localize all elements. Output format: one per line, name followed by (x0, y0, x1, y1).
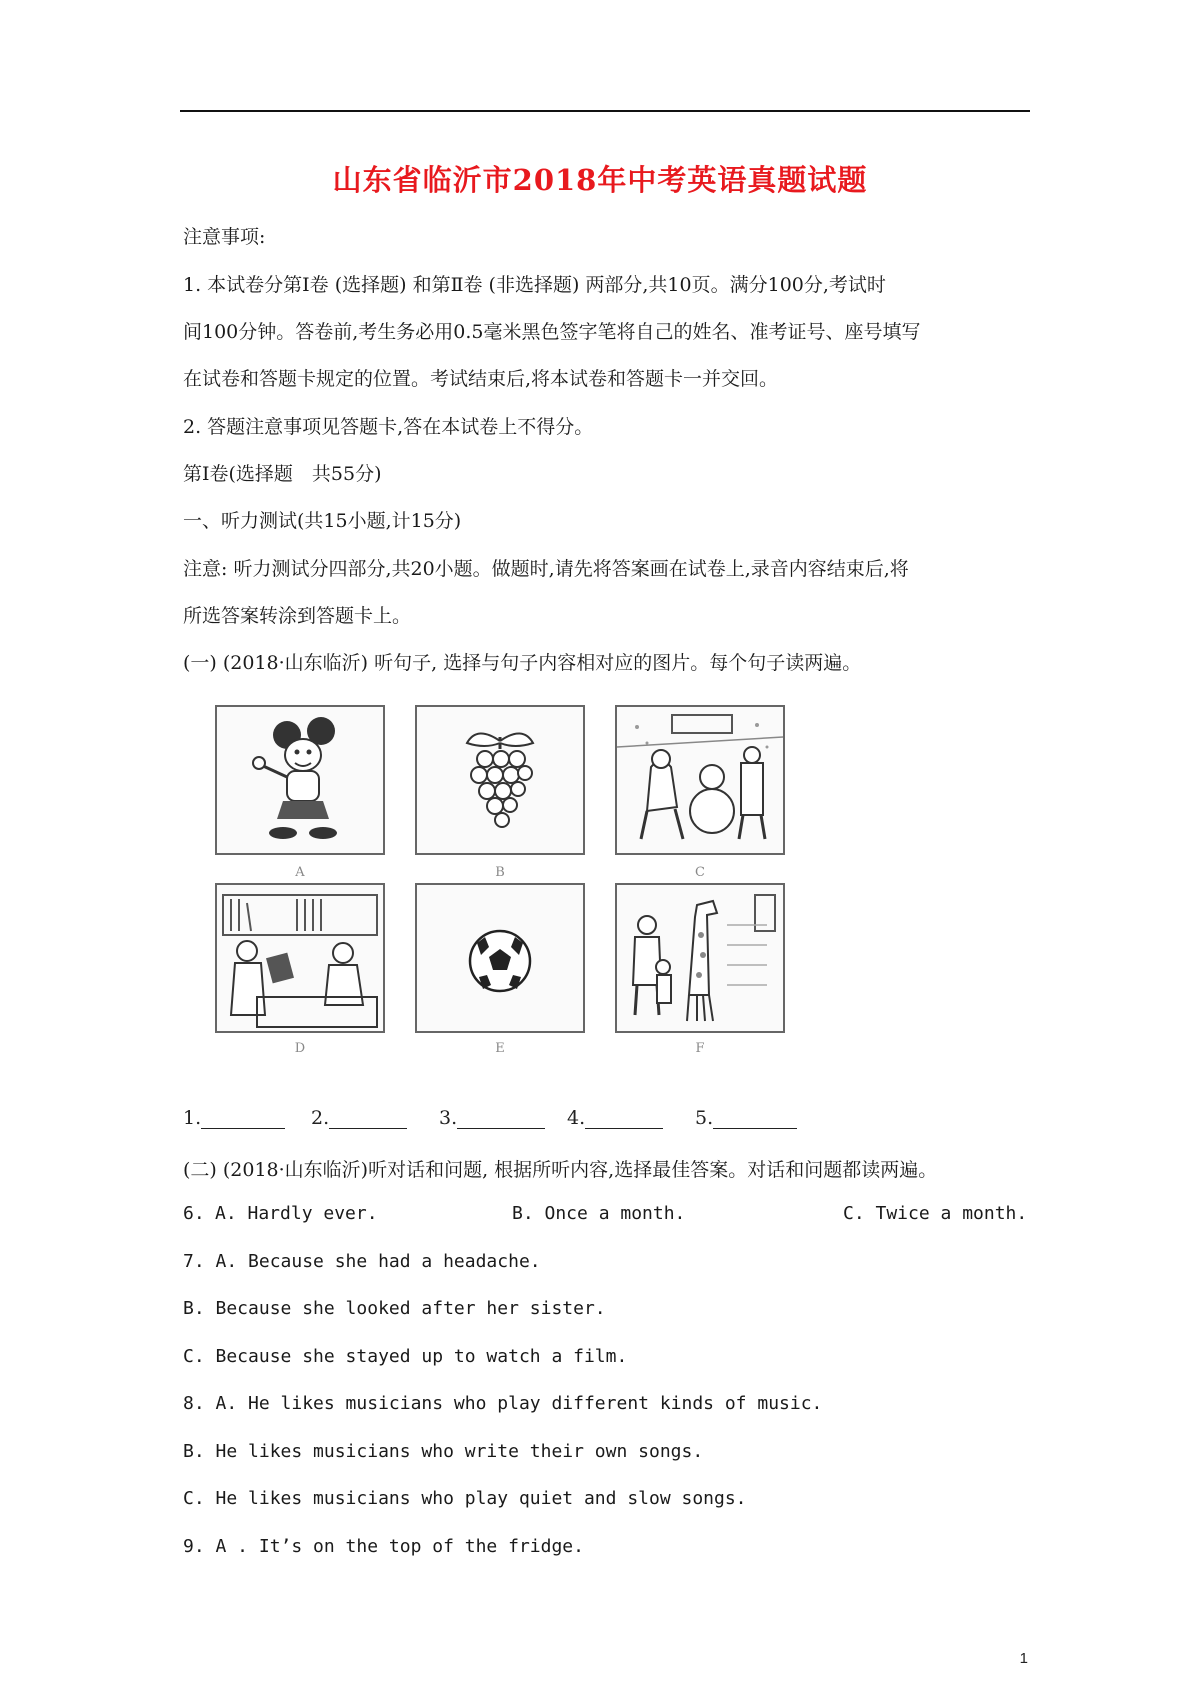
blank-4-number: 4. (567, 1107, 586, 1129)
part-one-instruction: (一) (2018·山东临沂) 听句子, 选择与句子内容相对应的图片。每个句子读两遍。 (183, 652, 862, 674)
picture-d (215, 883, 385, 1033)
snowman-scene-icon (617, 707, 783, 853)
blank-4-line[interactable] (585, 1110, 663, 1129)
blank-5 (695, 1107, 797, 1129)
notes-heading: 注意事项: (183, 226, 266, 248)
blank-2 (311, 1107, 407, 1129)
part-two-instruction: (二) (2018·山东临沂)听对话和问题, 根据所听内容,选择最佳答案。对话和问题都读两遍。 (183, 1159, 938, 1181)
picture-c (615, 705, 785, 855)
picture-d-label: D (294, 1041, 306, 1056)
library-scene-icon (217, 885, 383, 1031)
page-title: 山东省临沂市2018年中考英语真题试题 (332, 163, 868, 197)
blank-3 (439, 1107, 545, 1129)
note-1-line-3: 在试卷和答题卡规定的位置。考试结束后,将本试卷和答题卡一并交回。 (183, 368, 779, 390)
cartoon-mouse-icon (217, 707, 383, 853)
blank-2-line[interactable] (329, 1110, 407, 1129)
blank-1-number: 1. (183, 1107, 202, 1129)
question-8-option-c: C. He likes musicians who play quiet and slow songs. (183, 1488, 747, 1509)
picture-e (415, 883, 585, 1033)
blank-3-line[interactable] (457, 1110, 545, 1129)
question-6-option-a: A. Hardly ever. (215, 1203, 378, 1224)
blank-3-number: 3. (439, 1107, 458, 1129)
top-rule (180, 110, 1030, 112)
page-number: 1 (1019, 1650, 1028, 1667)
part-1-heading: 第Ⅰ卷(选择题 共55分) (183, 463, 382, 485)
blank-1 (183, 1107, 285, 1129)
blank-2-number: 2. (311, 1107, 330, 1129)
question-7-option-a: 7. A. Because she had a headache. (183, 1251, 541, 1272)
note-1-line-2: 间100分钟。答卷前,考生务必用0.5毫米黑色签字笔将自己的姓名、准考证号、座号填写 (183, 321, 921, 343)
picture-b-label: B (495, 865, 505, 880)
listening-note-line-1: 注意: 听力测试分四部分,共20小题。做题时,请先将答案画在试卷上,录音内容结束后,将 (183, 558, 909, 580)
picture-f (615, 883, 785, 1033)
section-1-heading: 一、听力测试(共15小题,计15分) (183, 510, 462, 532)
zoo-giraffe-icon (617, 885, 783, 1031)
blank-5-line[interactable] (713, 1110, 797, 1129)
picture-a-label: A (295, 865, 305, 880)
soccer-ball-icon (417, 885, 583, 1031)
picture-a (215, 705, 385, 855)
picture-grid (210, 705, 810, 1085)
picture-f-label: F (695, 1041, 705, 1056)
question-6-option-b: B. Once a month. (512, 1203, 686, 1224)
listening-note-line-2: 所选答案转涂到答题卡上。 (183, 605, 412, 627)
grapes-icon (417, 707, 583, 853)
question-7-option-b: B. Because she looked after her sister. (183, 1298, 606, 1319)
blank-1-line[interactable] (201, 1110, 285, 1129)
blank-5-number: 5. (695, 1107, 714, 1129)
question-6-number: 6. (183, 1203, 205, 1224)
picture-c-label: C (695, 865, 705, 880)
note-2: 2. 答题注意事项见答题卡,答在本试卷上不得分。 (183, 416, 594, 438)
question-6-option-c: C. Twice a month. (843, 1203, 1028, 1224)
question-9-option-a: 9. A . It’s on the top of the fridge. (183, 1536, 584, 1557)
picture-e-label: E (495, 1041, 505, 1056)
question-7-option-c: C. Because she stayed up to watch a film. (183, 1346, 628, 1367)
note-1-line-1: 1. 本试卷分第Ⅰ卷 (选择题) 和第Ⅱ卷 (非选择题) 两部分,共10页。满分100分,考试时 (183, 274, 886, 296)
picture-b (415, 705, 585, 855)
blank-4 (567, 1107, 663, 1129)
question-8-option-b: B. He likes musicians who write their own songs. (183, 1441, 704, 1462)
question-8-option-a: 8. A. He likes musicians who play different kinds of music. (183, 1393, 823, 1414)
